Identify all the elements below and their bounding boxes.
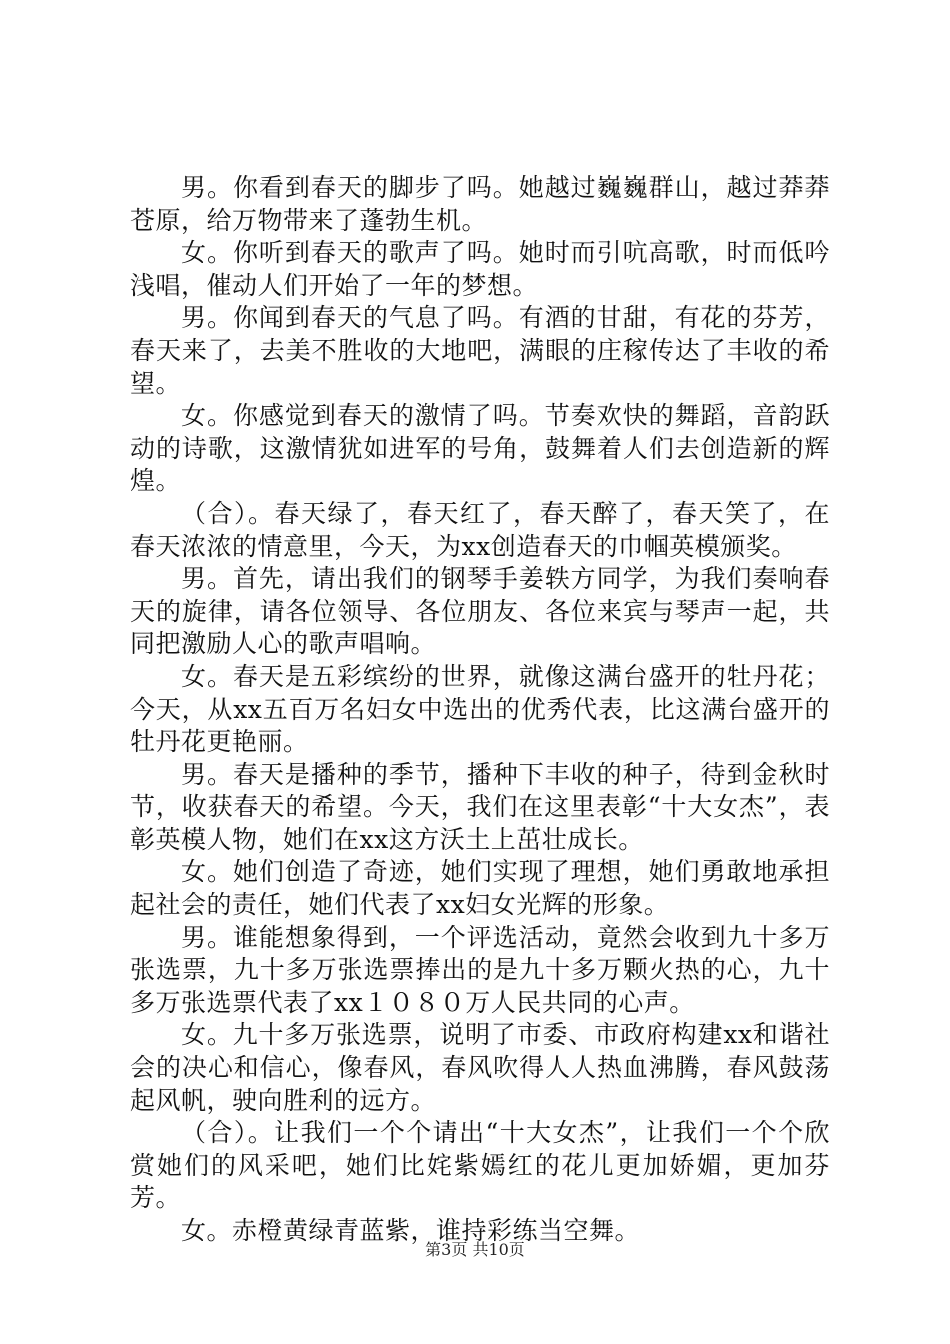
paragraph: （合）。让我们一个个请出“十大女杰”，让我们一个个欣赏她们的风采吧，她们比姹紫嫣红的花儿更加娇媚，更加芬芳。 xyxy=(130,1118,830,1213)
paragraph: 男。首先，请出我们的钢琴手姜轶方同学，为我们奏响春天的旋律，请各位领导、各位朋友、各位来宾与琴声一起，共同把激励人心的歌声唱响。 xyxy=(130,564,830,659)
page-footer: 第3页 共10页 xyxy=(425,1240,525,1259)
paragraph: 男。你看到春天的脚步了吗。她越过巍巍群山，越过莽莽苍原，给万物带来了蓬勃生机。 xyxy=(130,173,830,235)
paragraph: 男。春天是播种的季节，播种下丰收的种子，待到金秋时节，收获春天的希望。今天，我们在这里表彰“十大女杰”，表彰英模人物，她们在xx这方沃土上茁壮成长。 xyxy=(130,759,830,854)
paragraph: 女。春天是五彩缤纷的世界，就像这满台盛开的牡丹花；今天，从xx五百万名妇女中选出的优秀代表，比这满台盛开的牡丹花更艳丽。 xyxy=(130,661,830,757)
paragraph: 女。你听到春天的歌声了吗。她时而引吭高歌，时而低吟浅唱，催动人们开始了一年的梦想。 xyxy=(130,238,830,300)
paragraph: 女。赤橙黄绿青蓝紫，谁持彩练当空舞。 xyxy=(181,1216,641,1245)
paragraph: 女。九十多万张选票，说明了市委、市政府构建xx和谐社会的决心和信心，像春风，春风吹得人人热血沸腾，春风鼓荡起风帆，驶向胜利的远方。 xyxy=(130,1020,830,1115)
document-body xyxy=(130,172,830,1248)
paragraph: 男。你闻到春天的气息了吗。有酒的甘甜，有花的芬芳，春天来了，去美不胜收的大地吧，满眼的庄稼传达了丰收的希望。 xyxy=(130,303,830,398)
paragraph: 女。你感觉到春天的激情了吗。节奏欢快的舞蹈，音韵跃动的诗歌，这激情犹如进军的号角，鼓舞着人们去创造新的辉煌。 xyxy=(130,401,830,496)
paragraph: 女。她们创造了奇迹，她们实现了理想，她们勇敢地承担起社会的责任，她们代表了xx妇女光辉的形象。 xyxy=(130,857,830,920)
paragraph: 男。谁能想象得到，一个评选活动，竟然会收到九十多万张选票，九十多万张选票捧出的是九十多万颗火热的心，九十多万张选票代表了xx１０８０万人民共同的心声。 xyxy=(130,922,830,1017)
paragraph: （合）。春天绿了，春天红了，春天醉了，春天笑了，在春天浓浓的情意里，今天，为xx创造春天的巾帼英模颁奖。 xyxy=(130,498,830,561)
